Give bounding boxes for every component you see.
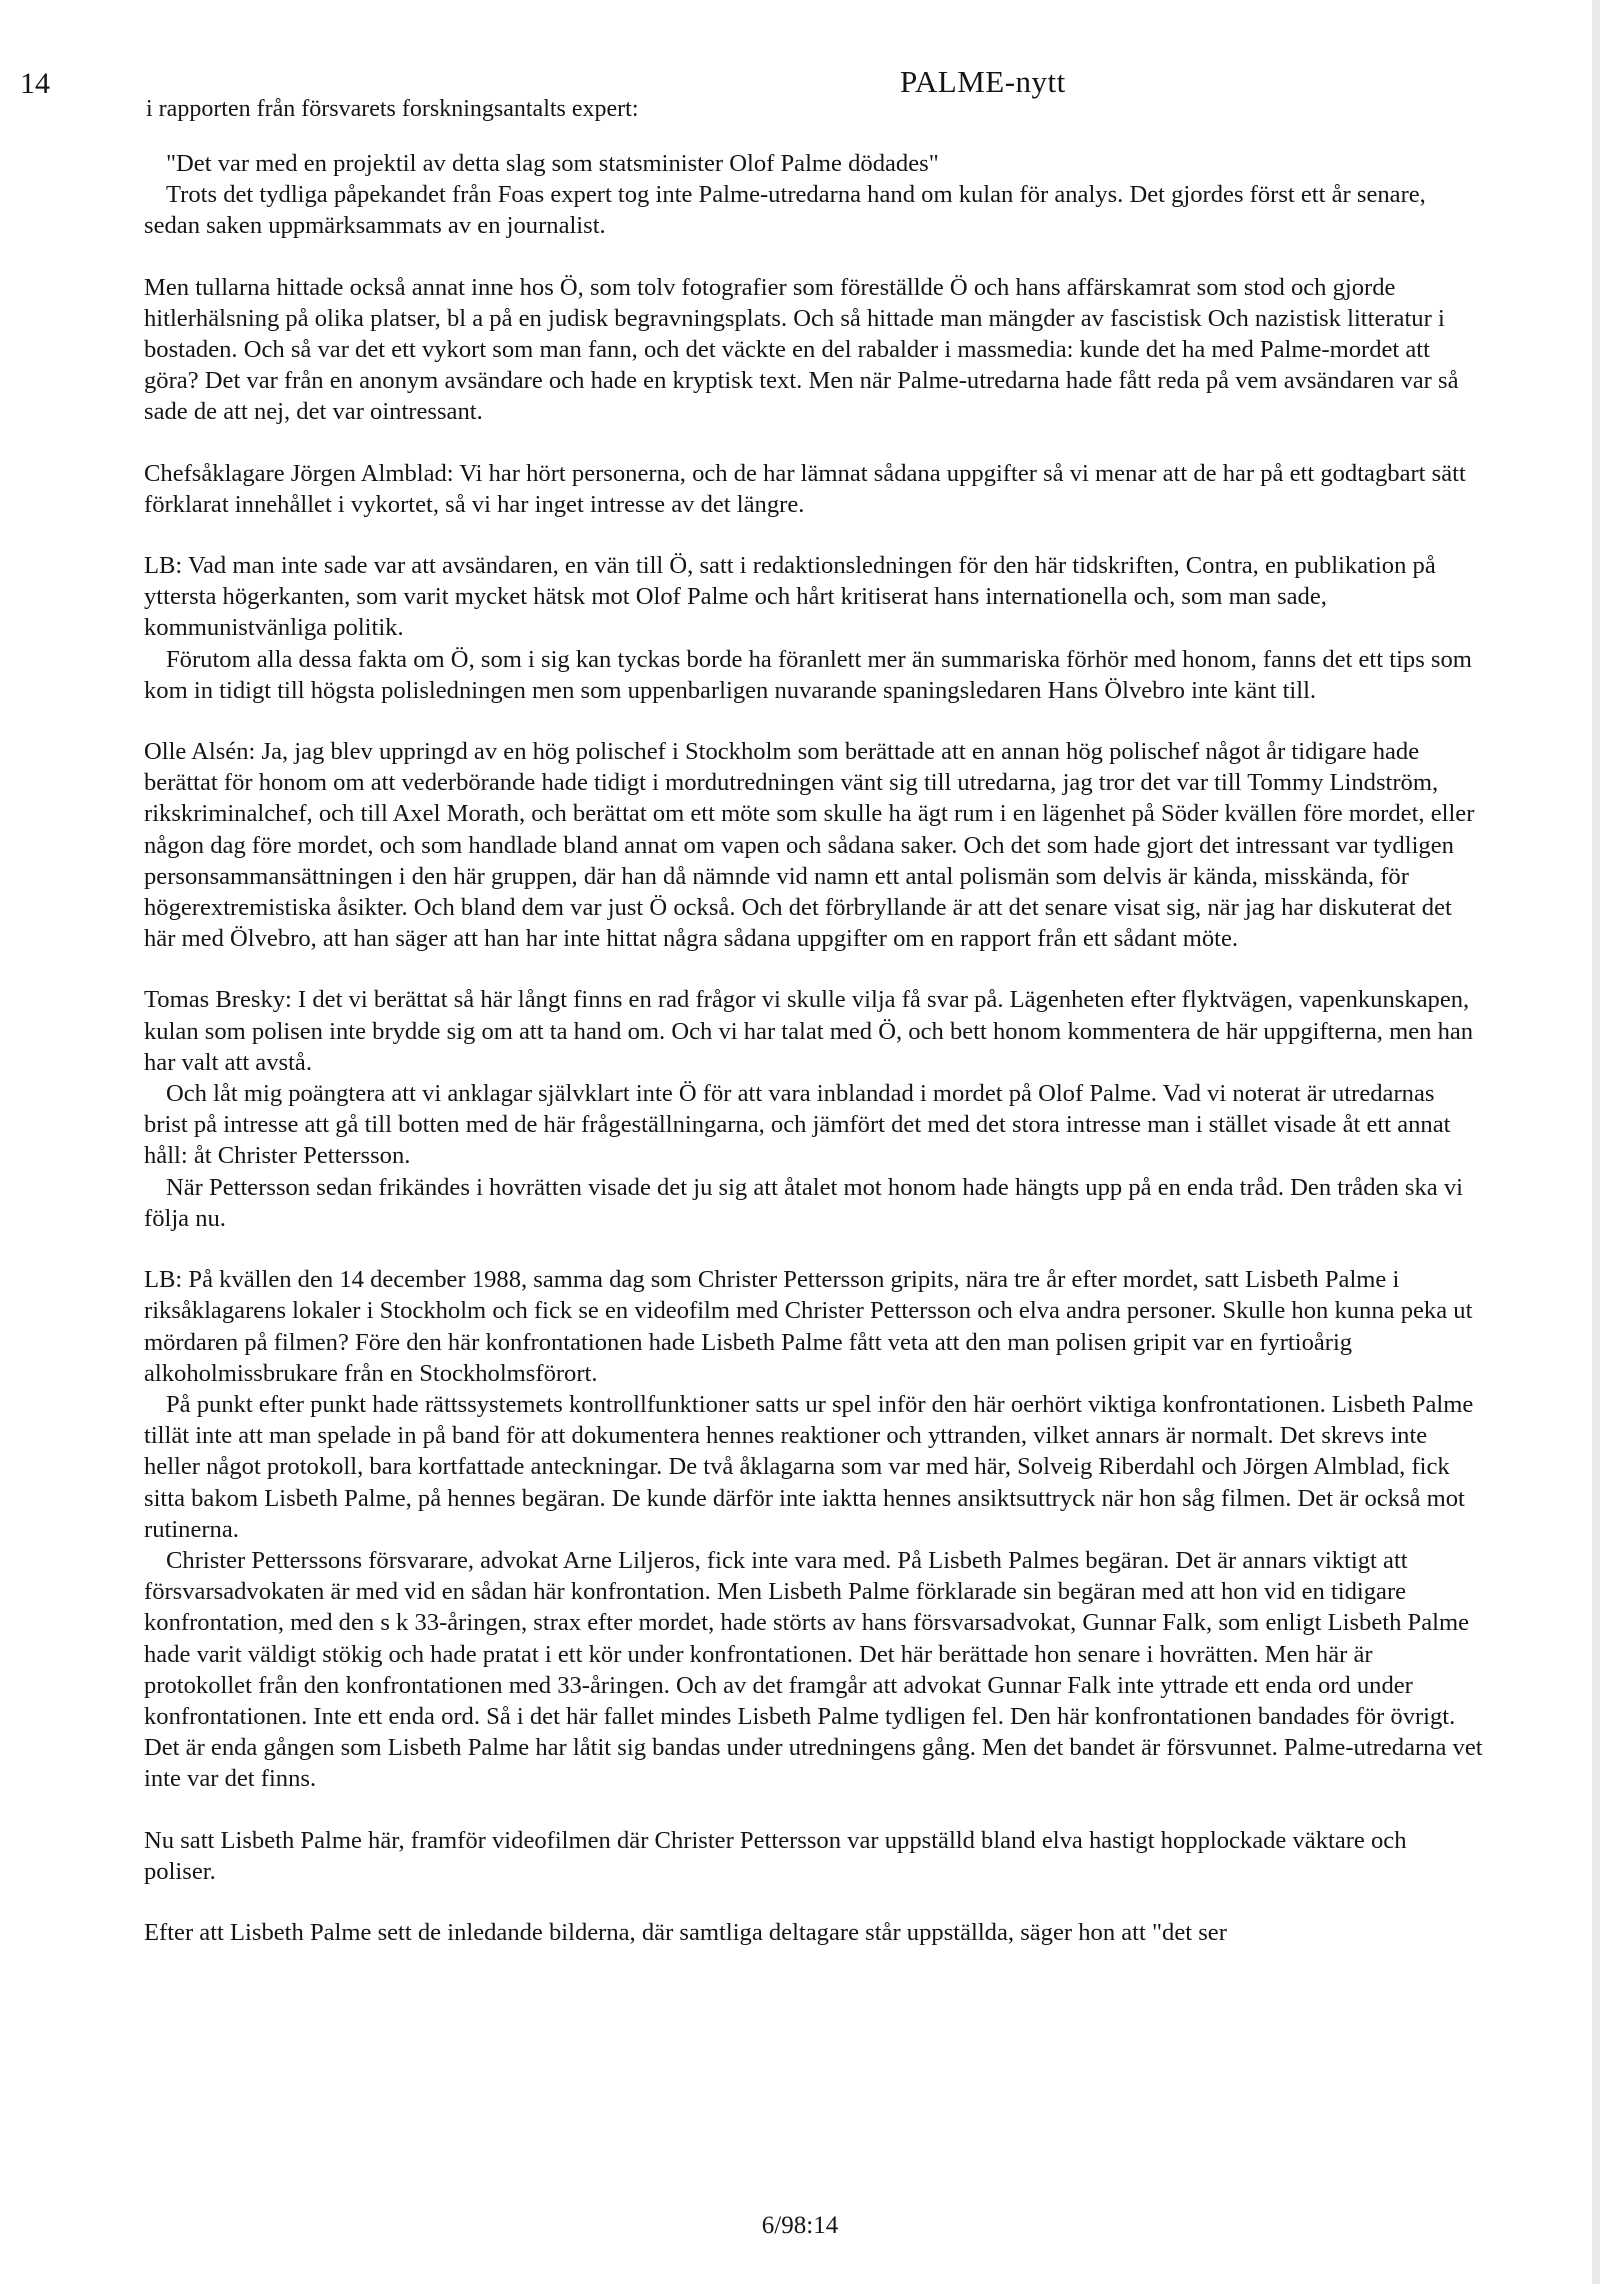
article-body: [144, 148, 1484, 1948]
paragraph: Olle Alsén: Ja, jag blev uppringd av en hög polischef i Stockholm som berättade att en annan hög polischef något år tidigare hade berättat för honom om att vederbörande hade tidigt i mordutredningen vänt sig till utredarna, jag tror det var till Tommy Lindström, rikskriminalchef, och till Axel Morath, och berättat om ett möte som skulle ha ägt rum i en lägenhet på Söder kvällen före mordet, eller någon dag före mordet, och som handlade bland annat om vapen och sådana saker. Och det som hade gjort det intressant var tydligen personsammansättningen i den här gruppen, där han då nämnde vid namn ett antal polismän som delvis är kända, misskända, för högerextremistiska åsikter. Och bland dem var just Ö också. Och det förbryllande är att det senare visat sig, när jag har diskuterat det här med Ölvebro, att han säger att han har inte hittat några sådana uppgifter om en rapport från ett sådant möte.: [144, 738, 1475, 953]
paragraph: LB: På kvällen den 14 december 1988, samma dag som Christer Pettersson gripits, nära tre år efter mordet, satt Lisbeth Palme i riksåklagarens lokaler i Stockholm och fick se en videofilm med Christer Pettersson och elva andra personer. Skulle hon kunna peka ut mördaren på filmen? Före den här konfrontationen hade Lisbeth Palme fått veta att den man polisen gripit var en fyrtioårig alkoholmissbrukare från en Stockholmsförort.: [144, 1266, 1473, 1387]
paragraph: När Pettersson sedan frikändes i hovrätten visade det ju sig att åtalet mot honom hade hängts upp på en enda tråd. Den tråden ska vi följa nu.: [144, 1173, 1463, 1232]
paragraph: På punkt efter punkt hade rättssystemets kontrollfunktioner satts ur spel inför den här oerhört viktiga konfrontationen. Lisbeth Palme tillät inte att man spelade in på band för att dokumentera hennes reaktioner och yttranden, vilket annars är normalt. Det skrevs inte heller något protokoll, bara kortfattade anteckningar. De två åklagarna som var med här, Solveig Riberdahl och Jörgen Almblad, fick sitta bakom Lisbeth Palme, på hennes begäran. De kunde därför inte iaktta hennes ansiktsuttryck när hon såg filmen. Det är också mot rutinerna.: [144, 1390, 1474, 1543]
paragraph: Trots det tydliga påpekandet från Foas expert tog inte Palme-utredarna hand om kulan för analys. Det gjordes först ett år senare, sedan saken uppmärksammats av en journalist.: [144, 181, 1426, 240]
paragraph: Christer Petterssons försvarare, advokat Arne Liljeros, fick inte vara med. På Lisbeth Palmes begäran. Det är annars viktigt att försvarsadvokaten är med vid en sådan här konfrontation. Men Lisbeth Palme förklarade sin begäran med att hon vid en tidigare konfrontation, med den s k 33-åringen, strax efter mordet, hade störts av hans försvarsadvokat, Gunnar Falk, som enligt Lisbeth Palme hade varit väldigt stökig och hade pratat i ett kör under konfrontationen. Det här berättade hon senare i hovrätten. Men här är protokollet från den konfrontationen med 33-åringen. Och av det framgår att advokat Gunnar Falk inte yttrade ett enda ord under konfrontationen. Inte ett enda ord. Så i det här fallet mindes Lisbeth Palme tydligen fel. Den här konfrontationen bandades för övrigt. Det är enda gången som Lisbeth Palme har låtit sig bandas under utredningens gång. Men det bandet är försvunnet. Palme-utredarna vet inte var det finns.: [144, 1546, 1483, 1793]
paragraph: Nu satt Lisbeth Palme här, framför videofilmen där Christer Pettersson var uppställd bland elva hastigt hopplockade väktare och poliser.: [144, 1826, 1407, 1885]
paragraph: Chefsåklagare Jörgen Almblad: Vi har hört personerna, och de har lämnat sådana uppgifter så vi menar att de har på ett godtagbart sätt förklarat innehållet i vykortet, så vi har inget intresse av det längre.: [144, 459, 1466, 518]
paragraph: Efter att Lisbeth Palme sett de inledande bilderna, där samtliga deltagare står uppställda, säger hon att "det ser: [144, 1918, 1227, 1946]
paragraph: LB: Vad man inte sade var att avsändaren, en vän till Ö, satt i redaktionsledningen för den här tidskriften, Contra, en publikation på yttersta högerkanten, som varit mycket hätsk mot Olof Palme och hårt kritiserat hans internationella och, som man sade, kommunistvänliga politik.: [144, 552, 1436, 642]
scan-edge: [1592, 0, 1600, 2284]
paragraph: Tomas Bresky: I det vi berättat så här långt finns en rad frågor vi skulle vilja få svar på. Lägenheten efter flyktvägen, vapenkunskapen, kulan som polisen inte brydde sig om att ta hand om. Och vi har talat med Ö, och bett honom kommentera de här uppgifterna, men han har valt att avstå.: [144, 986, 1474, 1076]
page-number: 14: [20, 67, 50, 100]
paragraph: Förutom alla dessa fakta om Ö, som i sig kan tyckas borde ha föranlett mer än summariska förhör med honom, fanns det ett tips som kom in tidigt till högsta polisledningen men som uppenbarligen nuvarande spaningsledaren Hans Ölvebro inte känt till.: [144, 645, 1472, 704]
intro-line: i rapporten från försvarets forskningsantalts expert:: [146, 96, 639, 122]
paragraph: Men tullarna hittade också annat inne hos Ö, som tolv fotografier som föreställde Ö och hans affärskamrat som stod och gjorde hitlerhälsning på olika platser, bl a på en judisk begravningsplats. Och så hittade man mängder av fascistisk Och nazistisk litteratur i bostaden. Och så var det ett vykort som man fann, och det väckte en del rabalder i massmedia: kunde det ha med Palme-mordet att göra? Det var från en anonym avsändare och hade en kryptisk text. Men när Palme-utredarna hade fått reda på vem avsändaren var så sade de att nej, det var ointressant.: [144, 273, 1459, 426]
publication-title: PALME-nytt: [900, 64, 1066, 99]
paragraph: Och låt mig poängtera att vi anklagar självklart inte Ö för att vara inblandad i mordet på Olof Palme. Vad vi noterat är utredarnas brist på intresse att gå till botten med de här frågeställningarna, och jämfört det med det stora intresse man i stället visade åt ett annat håll: åt Christer Pettersson.: [144, 1080, 1451, 1170]
quote-paragraph: "Det var med en projektil av detta slag som statsminister Olof Palme dödades": [166, 150, 939, 177]
page-footer: 6/98:14: [761, 2212, 839, 2239]
